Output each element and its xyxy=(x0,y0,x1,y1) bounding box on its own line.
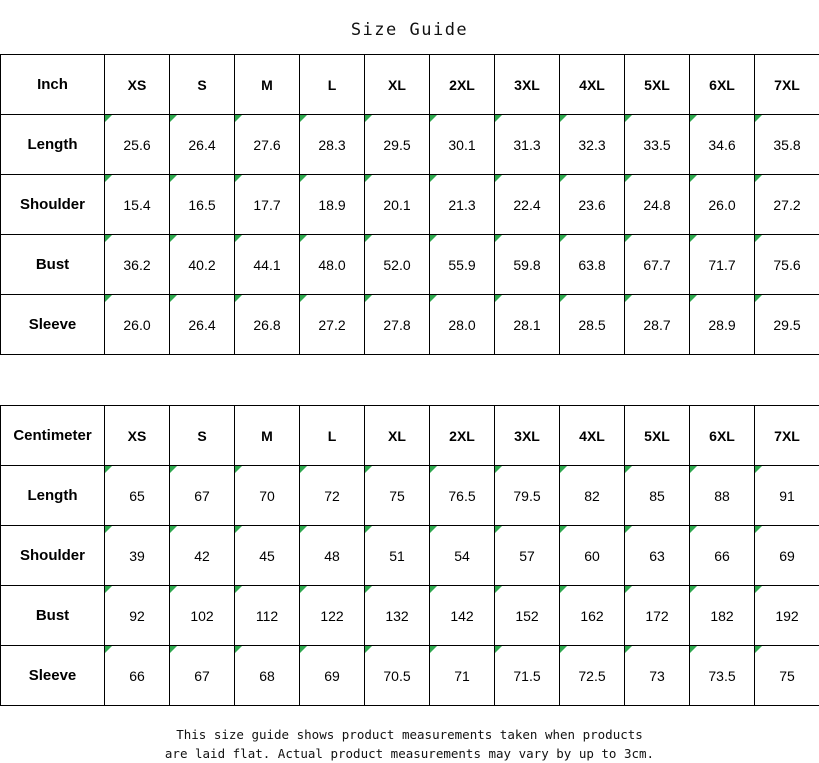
measurement-value: 71.7 xyxy=(690,235,755,295)
measurement-value: 142 xyxy=(430,586,495,646)
size-column-header: S xyxy=(170,406,235,466)
measurement-label: Bust xyxy=(1,235,105,295)
measurement-value: 57 xyxy=(495,526,560,586)
size-column-header: S xyxy=(170,55,235,115)
measurement-value: 30.1 xyxy=(430,115,495,175)
measurement-value: 82 xyxy=(560,466,625,526)
size-column-header: XS xyxy=(105,406,170,466)
measurement-value: 73.5 xyxy=(690,646,755,706)
measurement-value: 48.0 xyxy=(300,235,365,295)
measurement-value: 28.5 xyxy=(560,295,625,355)
table-header-row xyxy=(1,55,819,115)
size-column-header: 3XL xyxy=(495,406,560,466)
measurement-label: Length xyxy=(1,115,105,175)
size-column-header: 7XL xyxy=(755,406,819,466)
measurement-value: 102 xyxy=(170,586,235,646)
measurement-value: 27.6 xyxy=(235,115,300,175)
inch-size-table xyxy=(0,54,819,355)
measurement-value: 23.6 xyxy=(560,175,625,235)
measurement-value: 66 xyxy=(690,526,755,586)
measurement-value: 42 xyxy=(170,526,235,586)
measurement-value: 88 xyxy=(690,466,755,526)
measurement-value: 28.7 xyxy=(625,295,690,355)
measurement-value: 39 xyxy=(105,526,170,586)
measurement-value: 54 xyxy=(430,526,495,586)
size-column-header: M xyxy=(235,55,300,115)
measurement-value: 28.0 xyxy=(430,295,495,355)
measurement-value: 16.5 xyxy=(170,175,235,235)
measurement-value: 132 xyxy=(365,586,430,646)
measurement-value: 75 xyxy=(365,466,430,526)
measurement-value: 36.2 xyxy=(105,235,170,295)
measurement-value: 26.8 xyxy=(235,295,300,355)
measurement-value: 34.6 xyxy=(690,115,755,175)
measurement-value: 31.3 xyxy=(495,115,560,175)
size-column-header: 6XL xyxy=(690,55,755,115)
inch-table-body xyxy=(1,55,819,355)
table-row xyxy=(1,646,819,706)
measurement-value: 63.8 xyxy=(560,235,625,295)
measurement-value: 28.9 xyxy=(690,295,755,355)
size-column-header: 2XL xyxy=(430,55,495,115)
measurement-value: 67.7 xyxy=(625,235,690,295)
table-row xyxy=(1,526,819,586)
measurement-value: 22.4 xyxy=(495,175,560,235)
measurement-value: 32.3 xyxy=(560,115,625,175)
measurement-value: 112 xyxy=(235,586,300,646)
measurement-value: 51 xyxy=(365,526,430,586)
measurement-value: 18.9 xyxy=(300,175,365,235)
measurement-value: 48 xyxy=(300,526,365,586)
unit-label-cell: Centimeter xyxy=(1,406,105,466)
measurement-label: Length xyxy=(1,466,105,526)
measurement-value: 21.3 xyxy=(430,175,495,235)
centimeter-size-table xyxy=(0,405,819,706)
measurement-value: 17.7 xyxy=(235,175,300,235)
measurement-value: 85 xyxy=(625,466,690,526)
measurement-value: 33.5 xyxy=(625,115,690,175)
measurement-value: 35.8 xyxy=(755,115,819,175)
size-column-header: 5XL xyxy=(625,55,690,115)
measurement-value: 122 xyxy=(300,586,365,646)
measurement-value: 63 xyxy=(625,526,690,586)
measurement-value: 72 xyxy=(300,466,365,526)
size-column-header: 2XL xyxy=(430,406,495,466)
measurement-value: 72.5 xyxy=(560,646,625,706)
measurement-value: 65 xyxy=(105,466,170,526)
measurement-label: Sleeve xyxy=(1,646,105,706)
table-row xyxy=(1,586,819,646)
measurement-value: 91 xyxy=(755,466,819,526)
measurement-label: Shoulder xyxy=(1,526,105,586)
measurement-value: 27.2 xyxy=(300,295,365,355)
measurement-value: 67 xyxy=(170,466,235,526)
measurement-value: 69 xyxy=(300,646,365,706)
footer-line-1: This size guide shows product measurements taken when products xyxy=(0,725,819,744)
measurement-value: 20.1 xyxy=(365,175,430,235)
table-row xyxy=(1,115,819,175)
measurement-value: 29.5 xyxy=(365,115,430,175)
size-column-header: XS xyxy=(105,55,170,115)
measurement-value: 71.5 xyxy=(495,646,560,706)
size-column-header: 7XL xyxy=(755,55,819,115)
measurement-value: 55.9 xyxy=(430,235,495,295)
inch-table-container xyxy=(0,54,819,355)
measurement-value: 26.4 xyxy=(170,115,235,175)
size-column-header: 4XL xyxy=(560,55,625,115)
measurement-value: 70 xyxy=(235,466,300,526)
size-column-header: 3XL xyxy=(495,55,560,115)
measurement-value: 44.1 xyxy=(235,235,300,295)
measurement-value: 28.1 xyxy=(495,295,560,355)
centimeter-table-body xyxy=(1,406,819,706)
measurement-value: 71 xyxy=(430,646,495,706)
page-title: Size Guide xyxy=(0,0,819,54)
measurement-value: 182 xyxy=(690,586,755,646)
footer-line-2: are laid flat. Actual product measurements may vary by up to 3cm. xyxy=(0,744,819,763)
table-row xyxy=(1,466,819,526)
measurement-value: 92 xyxy=(105,586,170,646)
measurement-value: 52.0 xyxy=(365,235,430,295)
size-column-header: XL xyxy=(365,406,430,466)
measurement-value: 26.0 xyxy=(105,295,170,355)
measurement-value: 24.8 xyxy=(625,175,690,235)
measurement-value: 68 xyxy=(235,646,300,706)
measurement-value: 79.5 xyxy=(495,466,560,526)
measurement-value: 29.5 xyxy=(755,295,819,355)
measurement-value: 27.2 xyxy=(755,175,819,235)
centimeter-table-container xyxy=(0,405,819,706)
table-row xyxy=(1,295,819,355)
measurement-value: 45 xyxy=(235,526,300,586)
measurement-value: 69 xyxy=(755,526,819,586)
size-column-header: 4XL xyxy=(560,406,625,466)
measurement-value: 25.6 xyxy=(105,115,170,175)
size-column-header: 5XL xyxy=(625,406,690,466)
measurement-value: 15.4 xyxy=(105,175,170,235)
measurement-value: 66 xyxy=(105,646,170,706)
measurement-label: Sleeve xyxy=(1,295,105,355)
table-gap-spacer xyxy=(0,355,819,405)
measurement-value: 60 xyxy=(560,526,625,586)
measurement-value: 70.5 xyxy=(365,646,430,706)
measurement-value: 67 xyxy=(170,646,235,706)
measurement-value: 75.6 xyxy=(755,235,819,295)
measurement-value: 75 xyxy=(755,646,819,706)
size-column-header: L xyxy=(300,55,365,115)
table-header-row xyxy=(1,406,819,466)
measurement-value: 76.5 xyxy=(430,466,495,526)
measurement-value: 26.0 xyxy=(690,175,755,235)
size-column-header: 6XL xyxy=(690,406,755,466)
table-row xyxy=(1,235,819,295)
measurement-label: Shoulder xyxy=(1,175,105,235)
unit-label-cell: Inch xyxy=(1,55,105,115)
footer-note xyxy=(0,706,819,763)
measurement-value: 40.2 xyxy=(170,235,235,295)
measurement-value: 59.8 xyxy=(495,235,560,295)
measurement-value: 162 xyxy=(560,586,625,646)
measurement-value: 172 xyxy=(625,586,690,646)
size-column-header: M xyxy=(235,406,300,466)
size-column-header: L xyxy=(300,406,365,466)
measurement-value: 152 xyxy=(495,586,560,646)
measurement-value: 73 xyxy=(625,646,690,706)
size-column-header: XL xyxy=(365,55,430,115)
measurement-value: 28.3 xyxy=(300,115,365,175)
measurement-value: 192 xyxy=(755,586,819,646)
measurement-value: 27.8 xyxy=(365,295,430,355)
measurement-value: 26.4 xyxy=(170,295,235,355)
measurement-label: Bust xyxy=(1,586,105,646)
table-row xyxy=(1,175,819,235)
